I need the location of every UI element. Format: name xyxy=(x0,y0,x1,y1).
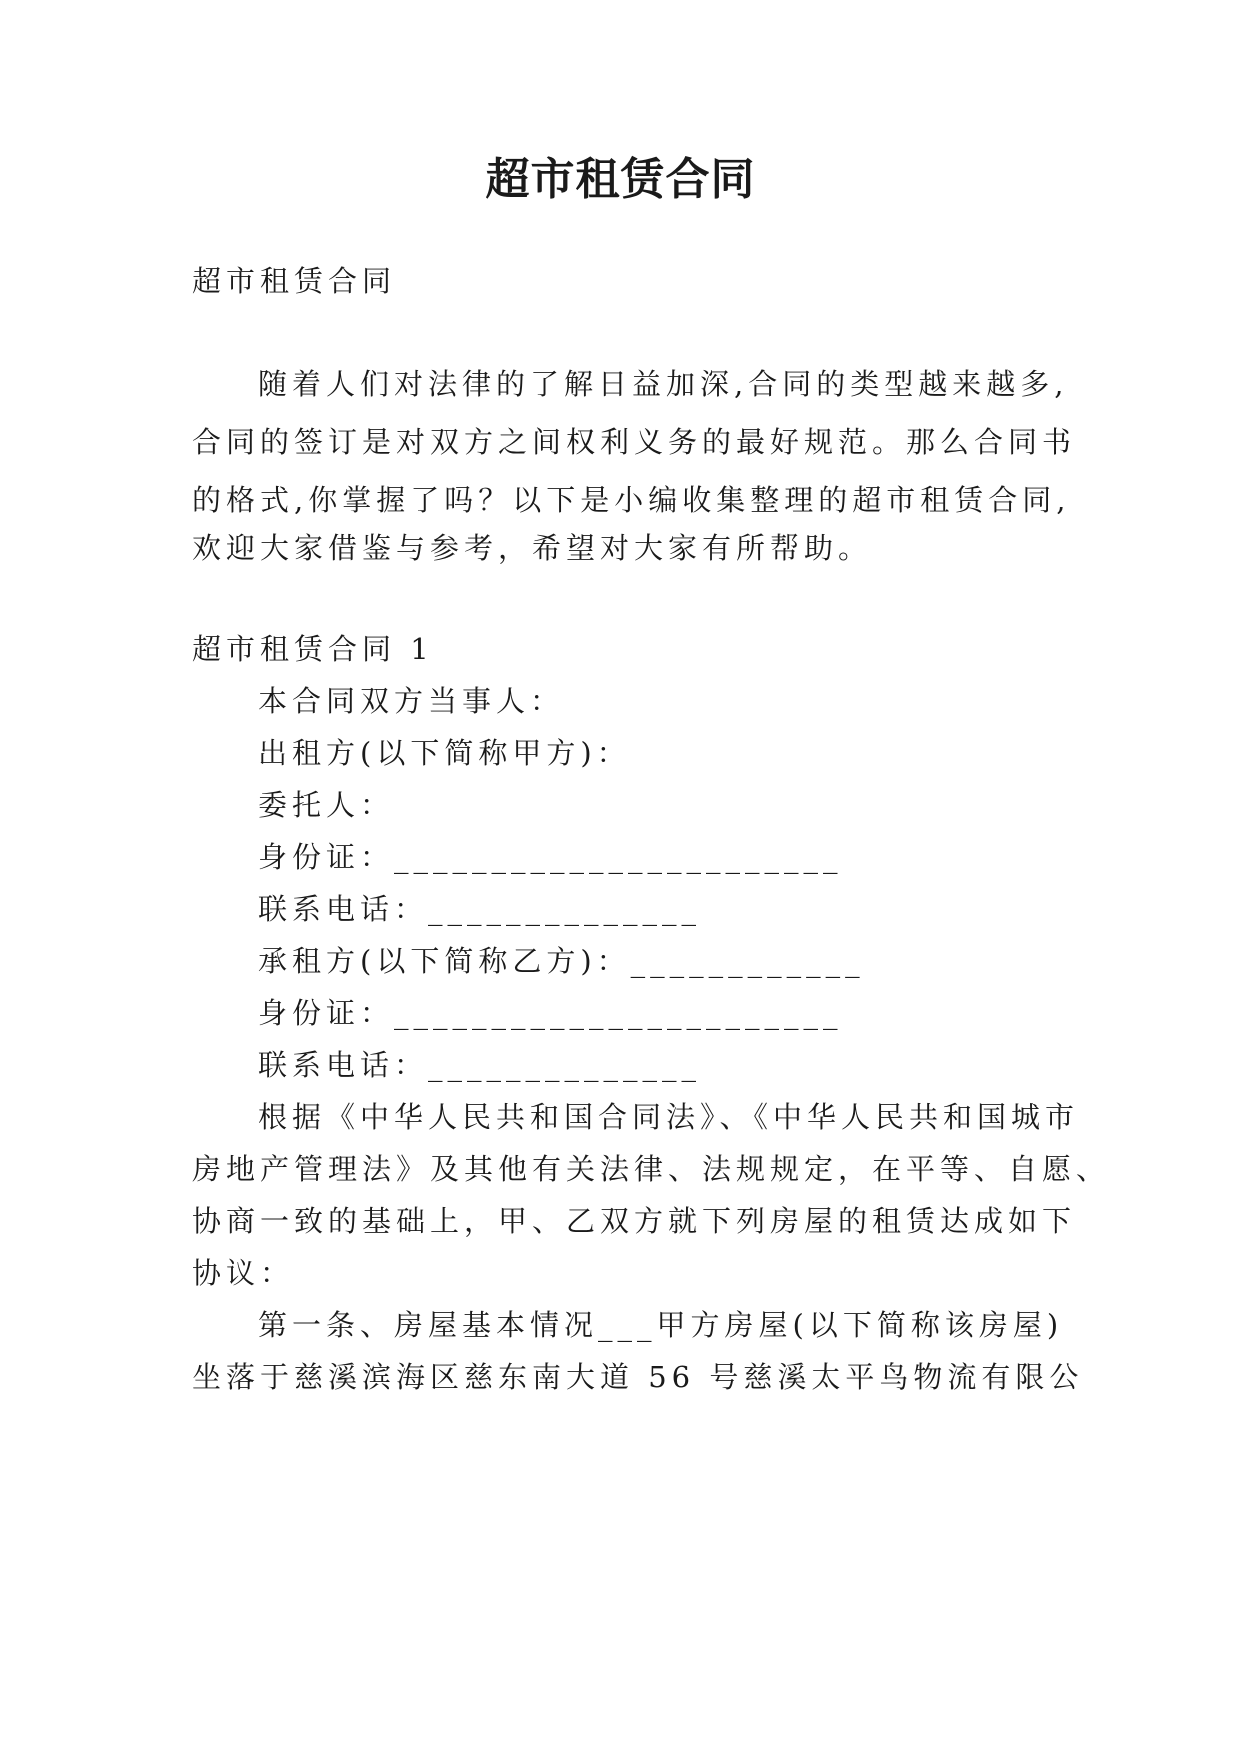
party-line: 承租方(以下简称乙方)：____________ xyxy=(258,944,865,978)
party-line: 联系电话：______________ xyxy=(258,1048,702,1082)
intro-line: 合同的签订是对双方之间权利义务的最好规范。那么合同书 xyxy=(192,425,1077,459)
intro-line: 欢迎大家借鉴与参考，希望对大家有所帮助。 xyxy=(192,531,873,565)
intro-line: 随着人们对法律的了解日益加深,合同的类型越来越多, xyxy=(258,367,1069,401)
party-line: 本合同双方当事人： xyxy=(258,684,565,718)
section-heading: 超市租赁合同 1 xyxy=(192,632,434,666)
party-line: 出租方(以下简称甲方)： xyxy=(258,736,631,770)
subtitle: 超市租赁合同 xyxy=(192,264,397,298)
party-line: 身份证：_______________________ xyxy=(258,840,843,874)
basis-line: 协议： xyxy=(192,1256,295,1290)
article-line: 坐落于慈溪滨海区慈东南大道 56 号慈溪太平鸟物流有限公 xyxy=(192,1360,1084,1394)
basis-line: 协商一致的基础上，甲、乙双方就下列房屋的租赁达成如下 xyxy=(192,1204,1077,1238)
party-line: 联系电话：______________ xyxy=(258,892,702,926)
article-line: 第一条、房屋基本情况___甲方房屋(以下简称该房屋) xyxy=(258,1308,1064,1342)
basis-line: 房地产管理法》及其他有关法律、法规规定，在平等、自愿、 xyxy=(192,1152,1111,1186)
intro-line: 的格式,你掌握了吗？以下是小编收集整理的超市租赁合同, xyxy=(192,483,1071,517)
basis-line: 根据《中华人民共和国合同法》、《中华人民共和国城市 xyxy=(258,1100,1080,1134)
document-title: 超市租赁合同 xyxy=(485,154,756,205)
party-line: 委托人： xyxy=(258,788,395,822)
party-line: 身份证：_______________________ xyxy=(258,996,843,1030)
